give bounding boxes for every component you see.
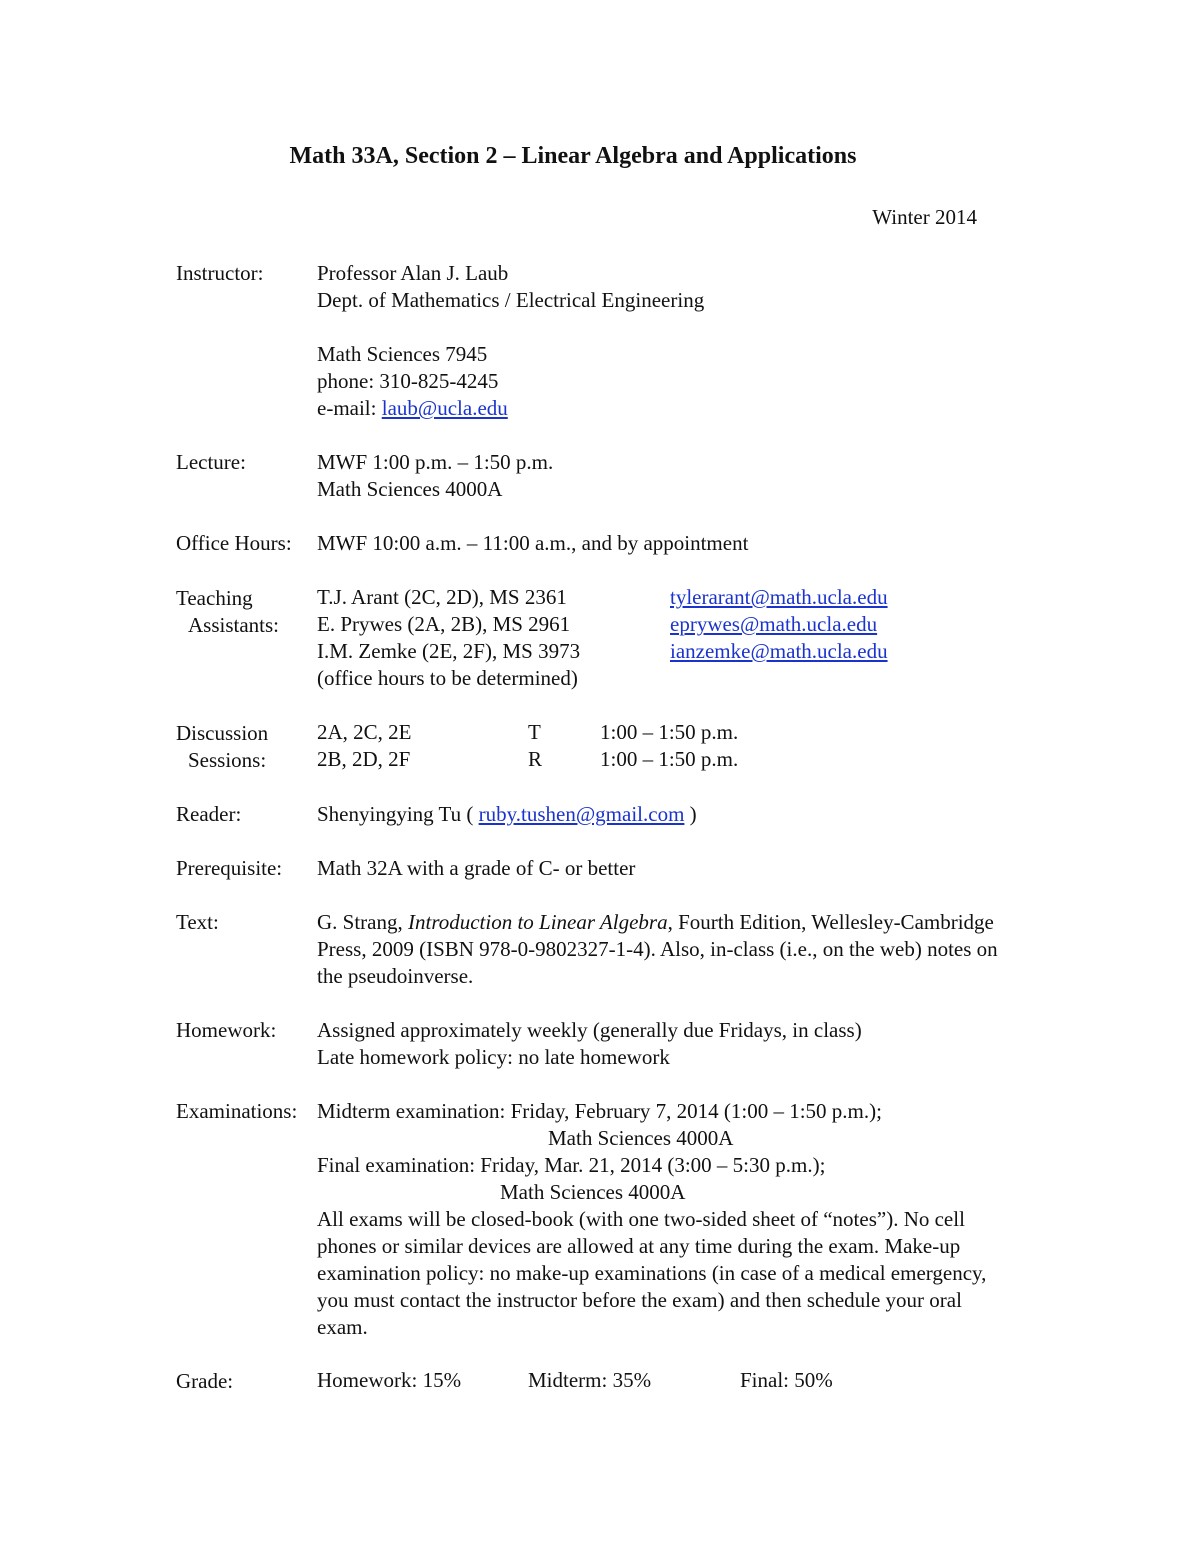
exams-label: Examinations: (176, 1099, 298, 1123)
grade-label: Grade: (176, 1369, 234, 1393)
discussion-sections: 2A, 2C, 2E (317, 720, 412, 744)
ta-email-link[interactable]: tylerarant@math.ucla.edu (670, 585, 888, 609)
page-title: Math 33A, Section 2 – Linear Algebra and Applications (289, 143, 857, 169)
textbook-title: Introduction to Linear Algebra (408, 910, 668, 934)
instructor-email-line (317, 395, 1017, 422)
discussion-row (0, 747, 1200, 774)
ta-email-link[interactable]: eprywes@math.ucla.edu (670, 612, 878, 636)
prerequisite-label: Prerequisite: (176, 856, 283, 880)
reader-close: ) (684, 802, 697, 826)
reader-line (317, 801, 1017, 828)
lecture-label: Lecture: (176, 450, 246, 474)
discussion-row (0, 720, 1200, 747)
discussion-time: 1:00 – 1:50 p.m. (600, 720, 739, 744)
reader-label: Reader: (176, 802, 242, 826)
grade-midterm: Midterm: 35% (528, 1368, 652, 1392)
exam-policy: All exams will be closed-book (with one two-sided sheet of “notes”). No cell phones or similar devices are allowed at any time during the exam. Make-up examination policy: no make-up examinations (in case of a medical emergency, you must contact the instructor before the exam) and then schedule your oral exam. (317, 1207, 987, 1339)
instructor-dept: Dept. of Mathematics / Electrical Engineering (317, 288, 705, 312)
prerequisite-text: Math 32A with a grade of C- or better (317, 856, 636, 880)
final-info: Final examination: Friday, Mar. 21, 2014 (3:00 – 5:30 p.m.); (317, 1153, 826, 1177)
ta-label-line1: Teaching (176, 586, 253, 610)
term: Winter 2014 (872, 205, 977, 229)
textbook-author: G. Strang, (317, 910, 408, 934)
homework-schedule: Assigned approximately weekly (generally due Fridays, in class) (317, 1018, 862, 1042)
textbook-label: Text: (176, 910, 219, 934)
textbook-text (317, 909, 1017, 990)
ta-row (0, 612, 1200, 639)
discussion-label-line1: Discussion (176, 721, 269, 745)
instructor-email-link[interactable]: laub@ucla.edu (381, 396, 508, 420)
midterm-info: Midterm examination: Friday, February 7, 2014 (1:00 – 1:50 p.m.); (317, 1099, 882, 1123)
ta-name: E. Prywes (2A, 2B), MS 2961 (317, 612, 571, 636)
ta-email-link[interactable]: ianzemke@math.ucla.edu (670, 639, 888, 663)
instructor-office: Math Sciences 7945 (317, 342, 488, 366)
ta-note-row (0, 666, 1200, 693)
midterm-room: Math Sciences 4000A (548, 1126, 734, 1150)
ta-name: I.M. Zemke (2E, 2F), MS 3973 (317, 639, 581, 663)
homework-label: Homework: (176, 1018, 277, 1042)
grade-homework: Homework: 15% (317, 1368, 462, 1392)
ta-row (0, 639, 1200, 666)
office-hours-text: MWF 10:00 a.m. – 11:00 a.m., and by appointment (317, 531, 749, 555)
discussion-sections: 2B, 2D, 2F (317, 747, 411, 771)
discussion-label-line2: Sessions: (188, 748, 267, 772)
discussion-day: R (528, 747, 543, 771)
instructor-name: Professor Alan J. Laub (317, 261, 509, 285)
ta-label-line2: Assistants: (188, 613, 280, 637)
ta-name: T.J. Arant (2C, 2D), MS 2361 (317, 585, 567, 609)
discussion-day: T (528, 720, 541, 744)
lecture-time: MWF 1:00 p.m. – 1:50 p.m. (317, 450, 554, 474)
discussion-time: 1:00 – 1:50 p.m. (600, 747, 739, 771)
lecture-room: Math Sciences 4000A (317, 477, 503, 501)
ta-row (0, 585, 1200, 612)
reader-name: Shenyingying Tu ( (317, 802, 479, 826)
ta-office-hours-note: (office hours to be determined) (317, 666, 578, 690)
homework-late-policy: Late homework policy: no late homework (317, 1045, 670, 1069)
email-prefix: e-mail: (317, 396, 382, 420)
instructor-label: Instructor: (176, 261, 264, 285)
grade-final: Final: 50% (740, 1368, 833, 1392)
textbook-details: , Fourth Edition, Wellesley-Cambridge Press, 2009 (ISBN 978-0-9802327-1-4). Also, in-class (i.e., on the web) notes on the pseudoinverse. (317, 910, 998, 988)
office-hours-label: Office Hours: (176, 531, 292, 555)
instructor-info (317, 260, 1017, 422)
instructor-phone: phone: 310-825-4245 (317, 369, 499, 393)
final-room: Math Sciences 4000A (500, 1180, 686, 1204)
reader-email-link[interactable]: ruby.tushen@gmail.com (478, 802, 685, 826)
